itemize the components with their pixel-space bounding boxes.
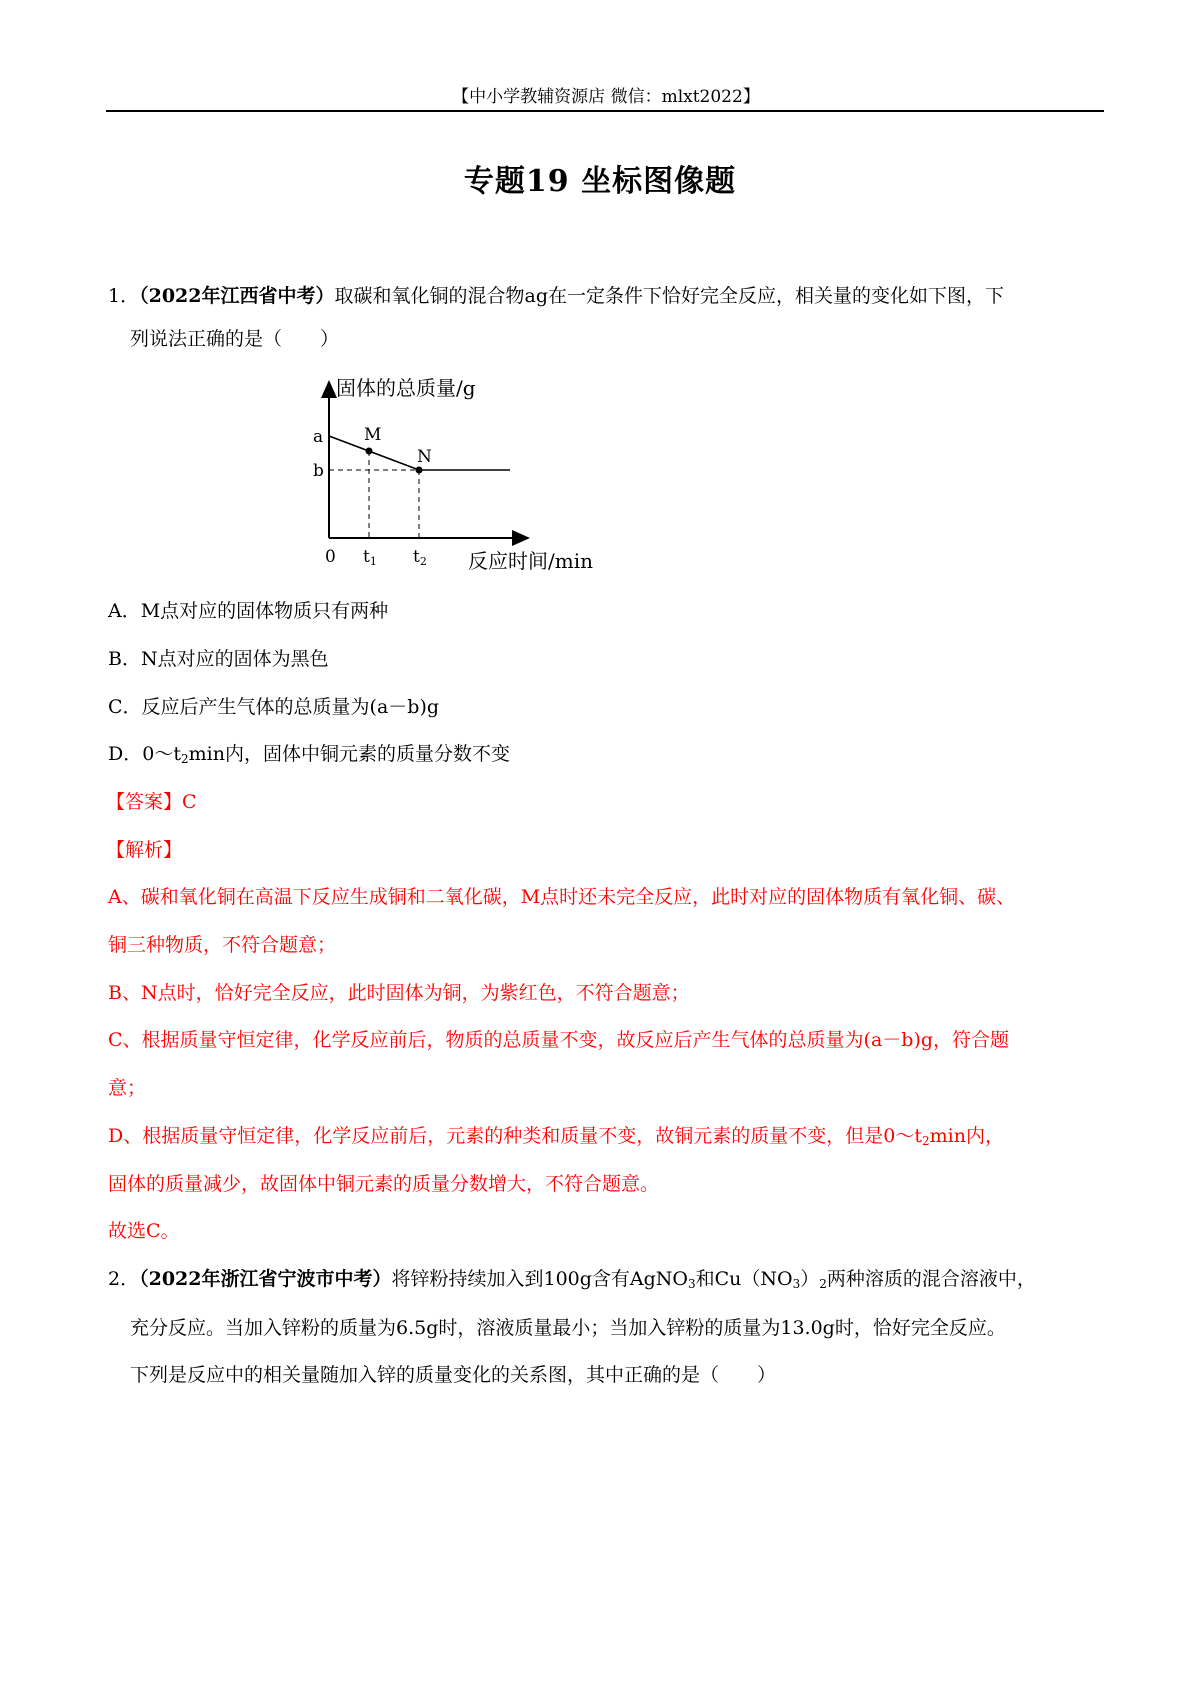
q2-stem-line1: 2．（2022年浙江省宁波市中考）将锌粉持续加入到100g含有AgNO$_3$和$Cu(NO_3)_2$两种溶质的混合溶液中，	[108, 1268, 1036, 1291]
q2-number: 2．	[108, 1268, 140, 1290]
q1-analysis-d-line2: 固体的质量减少，故固体中铜元素的质量分数增大，不符合题意。	[108, 1173, 660, 1195]
q1-analysis-label: 【解析】	[106, 839, 183, 861]
q1-option-d: D．$0\sim t_2\min$内，固体中铜元素的质量分数不变	[108, 743, 510, 766]
q1-stem-text1: 取碳和氧化铜的混合物ag在一定条件下恰好完全反应，相关量的变化如下图，下	[334, 285, 1004, 307]
q1-answer: 【答案】C	[106, 791, 197, 813]
q1-option-c: C．反应后产生气体的总质量为(a－b)g	[108, 696, 440, 718]
label-b: b	[313, 461, 324, 481]
q2-stem-line2: 充分反应。当加入锌粉的质量为6.5g时，溶液质量最小；当加入锌粉的质量为13.0g时，恰好完全反应。	[130, 1317, 1006, 1339]
y-axis-label: 固体的总质量/g	[336, 376, 476, 400]
q1-analysis-b: B、N点时，恰好完全反应，此时固体为铜，为紫红色，不符合题意；	[108, 982, 690, 1004]
point-m	[366, 448, 373, 455]
q1-source: （2022年江西省中考）	[139, 285, 335, 307]
q2-stem-line3: 下列是反应中的相关量随加入锌的质量变化的关系图，其中正确的是（ ）	[130, 1364, 777, 1386]
q1-number: 1．	[108, 285, 140, 307]
page-title: 专题19 坐标图像题	[463, 164, 737, 199]
q1-analysis-a-line2: 铜三种物质，不符合题意；	[108, 934, 337, 956]
q1-stem-line1	[108, 283, 1004, 309]
q1-analysis-a-line1: A、碳和氧化铜在高温下反应生成铜和二氧化碳，M点时还未完全反应，此时对应的固体物质有氧化铜、碳、	[108, 886, 1016, 908]
point-n	[416, 467, 423, 474]
header-rule	[106, 110, 1104, 112]
label-a: a	[313, 427, 324, 447]
page-header: 【中小学教辅资源店 微信：mlxt2022】	[452, 87, 760, 107]
q1-stem-line2: 列说法正确的是（ ）	[130, 328, 340, 350]
q1-analysis-d-line1: D、根据质量守恒定律，化学反应前后，元素的种类和质量不变，故铜元素的质量不变，但是$0\sim t_2\min$内，	[108, 1125, 1004, 1148]
q1-option-b: B．N点对应的固体为黑色	[108, 648, 329, 670]
q1-analysis-c-line1: C、根据质量守恒定律，化学反应前后，物质的总质量不变，故反应后产生气体的总质量为(a－b)g，符合题	[108, 1029, 1010, 1051]
q2-source: （2022年浙江省宁波市中考）	[139, 1268, 392, 1290]
label-t1: t1	[363, 547, 377, 568]
label-m: M	[364, 425, 382, 445]
q1-conclusion: 故选C。	[108, 1220, 180, 1242]
label-origin: 0	[325, 547, 336, 567]
q1-graph	[300, 366, 610, 586]
x-axis-label: 反应时间/min	[468, 549, 593, 573]
q1-option-a: A．M点对应的固体物质只有两种	[108, 600, 389, 622]
label-n: N	[417, 447, 432, 467]
label-t2: t2	[413, 547, 427, 568]
q1-analysis-c-line2: 意；	[108, 1077, 147, 1099]
